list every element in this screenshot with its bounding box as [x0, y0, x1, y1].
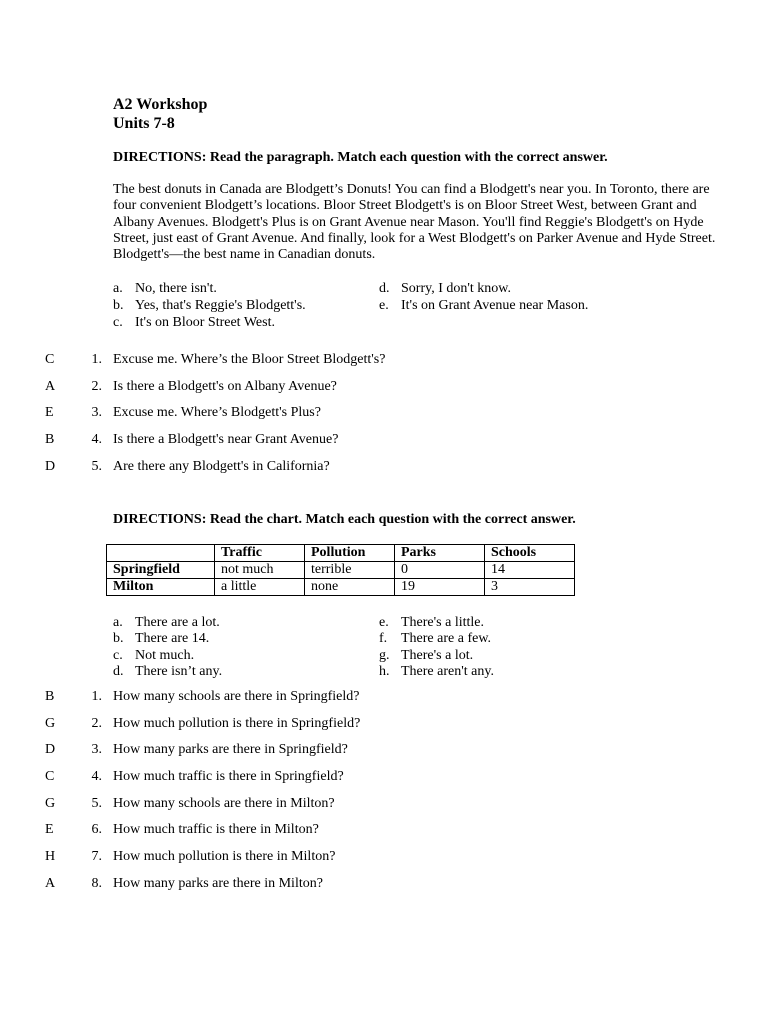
question-text: Excuse me. Where’s the Bloor Street Blodgett's? [113, 352, 386, 367]
option-letter: e. [379, 298, 389, 313]
answer-letter: G [45, 796, 56, 811]
question-text: How much traffic is there in Springfield? [113, 769, 344, 784]
option-letter: b. [113, 631, 124, 646]
section1-question [0, 379, 768, 397]
table-header-cell: Pollution [305, 545, 395, 562]
table-cell: a little [215, 579, 305, 596]
question-text: Is there a Blodgett's near Grant Avenue? [113, 432, 339, 447]
option-text: There's a lot. [401, 648, 474, 663]
option-text: There are a lot. [135, 615, 220, 630]
section1-option-d [379, 280, 511, 297]
section2-option-a [113, 614, 220, 631]
option-text: No, there isn't. [135, 281, 217, 296]
table-cell: terrible [305, 562, 395, 579]
section2-question [0, 822, 768, 840]
answer-letter: C [45, 352, 55, 367]
answer-letter: E [45, 405, 54, 420]
option-letter: b. [113, 298, 124, 313]
city-chart-table [106, 544, 575, 596]
answer-letter: D [45, 459, 56, 474]
option-letter: d. [113, 664, 124, 679]
table-row-header: Springfield [107, 562, 215, 579]
section1-paragraph: The best donuts in Canada are Blodgett’s Donuts! You can find a Blodgett's near you. In Toronto, there are four convenient Blodgett’s locations. Bloor Street Blodgett's is on Bloor Street West, between Grant and Albany Avenues. Blodgett's Plus is on Grant Avenue near Mason. You'll find Reggie's Blodgett's on Hyde Street, just east of Grant Avenue. And finally, look for a West Blodgett's on Parker Avenue and Hyde Street. Blodgett's—the best name in Canadian donuts. [113, 182, 716, 263]
question-text: How much traffic is there in Milton? [113, 822, 319, 837]
question-number: 2. [91, 379, 102, 394]
option-text: There isn’t any. [135, 664, 223, 679]
section1-directions: DIRECTIONS: Read the paragraph. Match each question with the correct answer. [113, 150, 608, 165]
question-text: How many parks are there in Milton? [113, 876, 323, 891]
question-number: 3. [91, 405, 102, 420]
table-cell: not much [215, 562, 305, 579]
question-text: Excuse me. Where’s Blodgett's Plus? [113, 405, 321, 420]
section2-directions: DIRECTIONS: Read the chart. Match each question with the correct answer. [113, 512, 576, 527]
section2-question [0, 849, 768, 867]
table-row [107, 562, 575, 579]
question-number: 5. [91, 459, 102, 474]
section2-question [0, 689, 768, 707]
section2-question [0, 769, 768, 787]
option-text: There's a little. [401, 615, 484, 630]
question-number: 5. [91, 796, 102, 811]
option-letter: c. [113, 315, 123, 330]
table-header-cell [107, 545, 215, 562]
answer-letter: B [45, 689, 55, 704]
question-number: 2. [91, 716, 102, 731]
question-text: How many schools are there in Milton? [113, 796, 335, 811]
question-text: How many schools are there in Springfield? [113, 689, 360, 704]
table-cell: none [305, 579, 395, 596]
question-number: 1. [91, 352, 102, 367]
section1-option-e [379, 297, 588, 314]
table-cell: 3 [485, 579, 575, 596]
section2-option-b [113, 630, 209, 647]
option-letter: h. [379, 664, 390, 679]
option-letter: f. [379, 631, 388, 646]
option-text: There are a few. [401, 631, 492, 646]
question-number: 3. [91, 742, 102, 757]
table-row-header: Milton [107, 579, 215, 596]
section2-question [0, 742, 768, 760]
table-header-cell: Schools [485, 545, 575, 562]
section2-option-e [379, 614, 484, 631]
answer-letter: B [45, 432, 55, 447]
option-text: It's on Bloor Street West. [135, 315, 275, 330]
option-text: Not much. [135, 648, 195, 663]
table-header-cell: Traffic [215, 545, 305, 562]
table-row [107, 579, 575, 596]
table-cell: 14 [485, 562, 575, 579]
section2-question [0, 796, 768, 814]
option-text: It's on Grant Avenue near Mason. [401, 298, 589, 313]
question-number: 8. [91, 876, 102, 891]
question-text: Is there a Blodgett's on Albany Avenue? [113, 379, 337, 394]
question-number: 4. [91, 432, 102, 447]
answer-letter: E [45, 822, 54, 837]
option-letter: d. [379, 281, 390, 296]
section2-option-c [113, 647, 194, 664]
section2-option-d [113, 663, 222, 680]
section2-option-f [379, 630, 491, 647]
section1-question [0, 352, 768, 370]
option-letter: a. [113, 281, 123, 296]
option-letter: c. [113, 648, 123, 663]
answer-letter: H [45, 849, 56, 864]
option-text: Yes, that's Reggie's Blodgett's. [135, 298, 306, 313]
answer-letter: C [45, 769, 55, 784]
question-number: 7. [91, 849, 102, 864]
section1-option-b [113, 297, 306, 314]
table-header-cell: Parks [395, 545, 485, 562]
option-letter: a. [113, 615, 123, 630]
worksheet-title: A2 Workshop [113, 96, 208, 113]
answer-letter: D [45, 742, 56, 757]
question-text: How much pollution is there in Milton? [113, 849, 336, 864]
table-cell: 19 [395, 579, 485, 596]
section2-option-g [379, 647, 473, 664]
question-text: How many parks are there in Springfield? [113, 742, 348, 757]
section1-question [0, 405, 768, 423]
section2-question [0, 716, 768, 734]
section1-question [0, 432, 768, 450]
answer-letter: A [45, 876, 56, 891]
section1-option-a [113, 280, 217, 297]
option-letter: e. [379, 615, 389, 630]
option-text: Sorry, I don't know. [401, 281, 511, 296]
question-text: Are there any Blodgett's in California? [113, 459, 330, 474]
question-number: 1. [91, 689, 102, 704]
table-header-row [107, 545, 575, 562]
section2-option-h [379, 663, 494, 680]
question-number: 4. [91, 769, 102, 784]
answer-letter: A [45, 379, 56, 394]
option-text: There aren't any. [401, 664, 494, 679]
question-text: How much pollution is there in Springfield? [113, 716, 361, 731]
table-cell: 0 [395, 562, 485, 579]
section1-question [0, 459, 768, 477]
section1-option-c [113, 314, 275, 331]
option-letter: g. [379, 648, 390, 663]
question-number: 6. [91, 822, 102, 837]
option-text: There are 14. [135, 631, 210, 646]
section2-question [0, 876, 768, 894]
worksheet-units: Units 7-8 [113, 115, 175, 132]
answer-letter: G [45, 716, 56, 731]
